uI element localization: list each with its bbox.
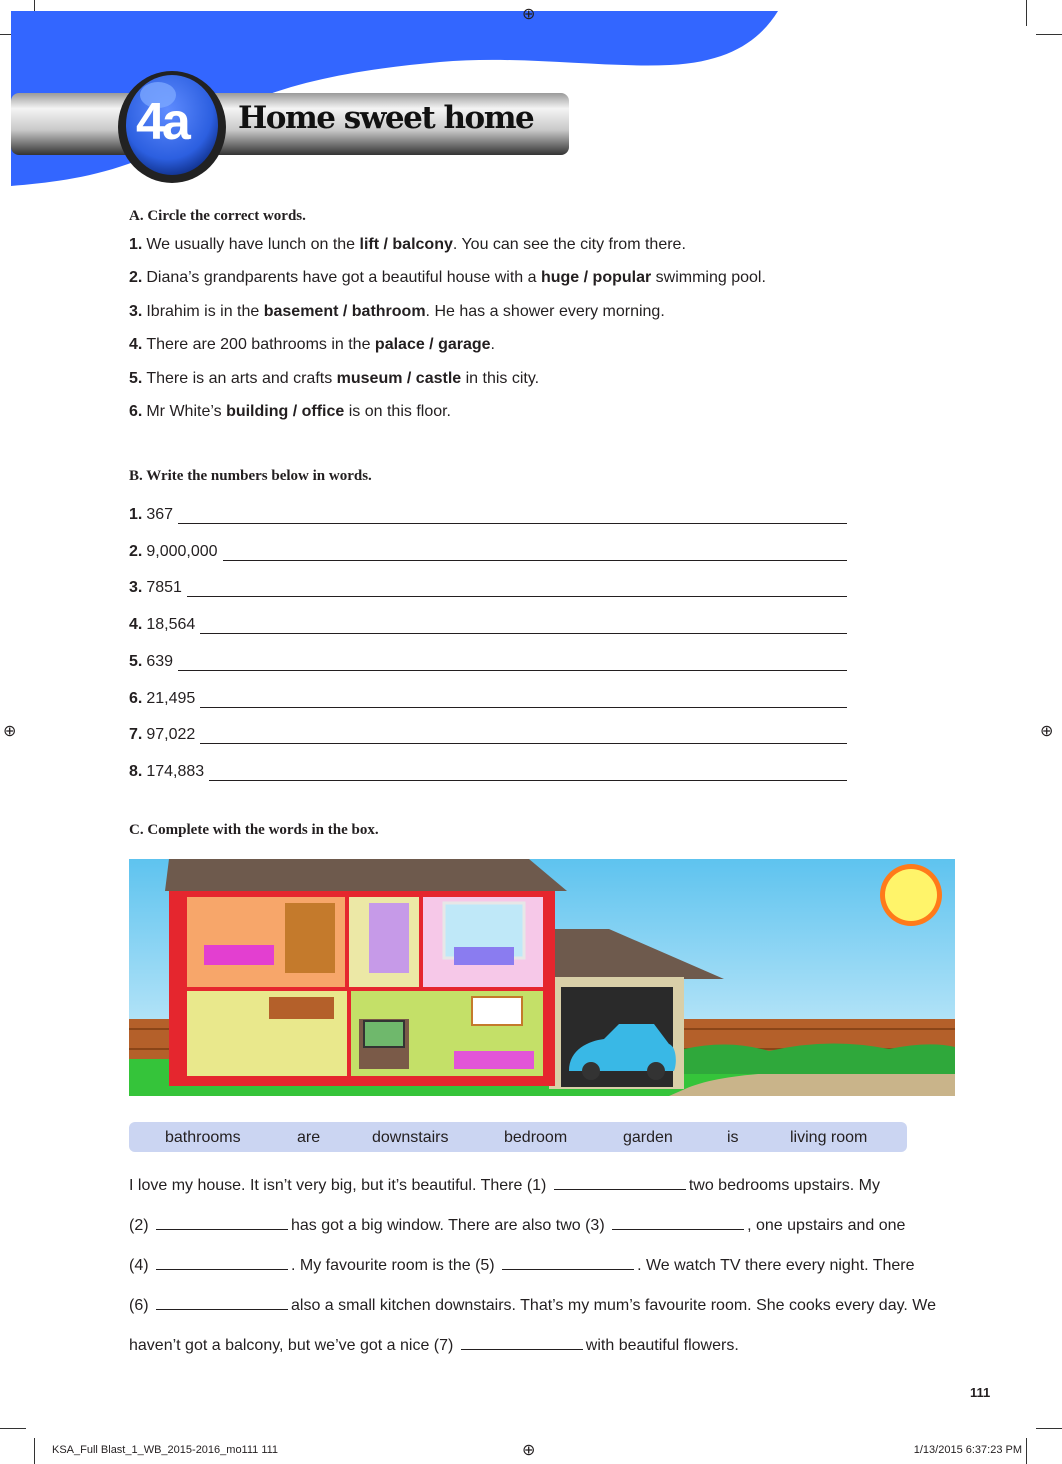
question-number: 6.: [129, 403, 143, 420]
page-number: 111: [970, 1385, 991, 1400]
paragraph-text: . My favourite room is the (5): [291, 1257, 500, 1274]
number-value: 97,022: [146, 726, 196, 744]
number-item: [129, 579, 847, 597]
paragraph-line: [129, 1257, 915, 1275]
paragraph-line: [129, 1177, 880, 1195]
house-illustration: [129, 859, 955, 1096]
number-value: 367: [146, 506, 174, 523]
item-number: 1.: [129, 506, 143, 523]
number-item: [129, 726, 847, 744]
question-text: swimming pool.: [651, 269, 766, 287]
word-option: downstairs: [372, 1129, 449, 1146]
section-a-heading: A. Circle the correct words.: [129, 208, 306, 224]
question-text: There is an arts and crafts: [146, 369, 337, 387]
section-c-heading: C. Complete with the words in the box.: [129, 822, 379, 838]
answer-line[interactable]: [223, 546, 847, 561]
word-option: bathrooms: [165, 1129, 241, 1146]
item-number: 2.: [129, 542, 143, 560]
number-value: 18,564: [146, 616, 196, 634]
word-option: living room: [790, 1129, 868, 1146]
number-value: 7851: [146, 579, 182, 597]
number-value: 21,495: [146, 689, 196, 707]
number-item: [129, 506, 847, 524]
paragraph-text: (4): [129, 1257, 153, 1274]
item-number: 8.: [129, 762, 143, 780]
page-title: Home sweet home: [238, 100, 534, 136]
answer-blank[interactable]: [502, 1257, 634, 1270]
word-option: bedroom: [504, 1129, 568, 1146]
question-text: Mr White’s: [146, 403, 227, 420]
question-text: . He has a shower every morning.: [425, 302, 665, 320]
crop-mark: [0, 1428, 26, 1429]
paragraph-text: has got a big window. There are also two (3): [291, 1217, 610, 1234]
item-number: 4.: [129, 616, 143, 634]
question-number: 3.: [129, 302, 143, 320]
number-value: 639: [146, 652, 174, 670]
paragraph-text: . We watch TV there every night. There: [637, 1257, 915, 1274]
crop-mark: [1036, 1428, 1062, 1429]
question-text: .: [490, 336, 495, 354]
number-value: 9,000,000: [146, 542, 218, 560]
sun-icon: [880, 864, 942, 926]
question-text: is on this floor.: [344, 403, 451, 420]
answer-line[interactable]: [178, 656, 847, 671]
question-number: 2.: [129, 269, 143, 287]
word-box: [129, 1122, 907, 1152]
answer-line[interactable]: [200, 729, 847, 744]
registration-mark-icon: ⊕: [3, 723, 17, 740]
paragraph-text: haven’t got a balcony, but we’ve got a nice (7): [129, 1337, 458, 1354]
question-number: 4.: [129, 336, 143, 354]
paragraph-line: [129, 1337, 739, 1355]
word-choice-options[interactable]: lift / balcony: [359, 236, 453, 253]
question-item: [129, 336, 495, 354]
crop-mark: [1026, 0, 1027, 26]
question-item: [129, 269, 766, 287]
paragraph-line: [129, 1217, 905, 1235]
item-number: 6.: [129, 689, 143, 707]
paragraph-text: (6): [129, 1297, 153, 1314]
paragraph-text: with beautiful flowers.: [585, 1337, 739, 1354]
word-choice-options[interactable]: palace / garage: [374, 336, 491, 354]
question-text: . You can see the city from there.: [452, 236, 686, 253]
word-choice-options[interactable]: huge / popular: [540, 269, 652, 287]
question-text: Ibrahim is in the: [146, 302, 264, 320]
paragraph-text: (2): [129, 1217, 153, 1234]
footer-timestamp: 1/13/2015 6:37:23 PM: [913, 1444, 1022, 1456]
question-text: Diana’s grandparents have got a beautiful house with a: [146, 269, 541, 287]
crop-mark: [1036, 34, 1062, 35]
answer-blank[interactable]: [461, 1337, 583, 1350]
item-number: 5.: [129, 652, 143, 670]
item-number: 3.: [129, 579, 143, 597]
word-option: are: [297, 1129, 321, 1146]
answer-line[interactable]: [187, 582, 847, 597]
paragraph-text: also a small kitchen downstairs. That’s my mum’s favourite room. She cooks every day. We: [291, 1297, 936, 1314]
number-item: [129, 653, 847, 671]
answer-blank[interactable]: [156, 1257, 288, 1270]
item-number: 7.: [129, 726, 143, 744]
answer-line[interactable]: [200, 619, 847, 634]
registration-mark-icon: ⊕: [1040, 723, 1054, 740]
word-option: is: [727, 1129, 739, 1146]
section-b-heading: B. Write the numbers below in words.: [129, 468, 372, 484]
number-item: [129, 543, 847, 561]
paragraph-text: , one upstairs and one: [747, 1217, 906, 1234]
question-text: in this city.: [461, 369, 540, 387]
question-number: 1.: [129, 236, 143, 253]
number-item: [129, 763, 847, 781]
registration-mark-icon: ⊕: [522, 6, 536, 23]
crop-mark: [1026, 1438, 1027, 1464]
unit-badge: 4a: [136, 93, 188, 151]
question-item: [129, 370, 539, 388]
question-item: [129, 303, 665, 321]
crop-mark: [34, 1438, 35, 1464]
word-choice-options[interactable]: basement / bathroom: [263, 302, 426, 320]
answer-line[interactable]: [209, 766, 847, 781]
word-choice-options[interactable]: building / office: [226, 403, 345, 420]
answer-blank[interactable]: [156, 1217, 288, 1230]
answer-line[interactable]: [200, 693, 847, 708]
footer-slug: KSA_Full Blast_1_WB_2015-2016_mo111 111: [52, 1444, 279, 1456]
question-number: 5.: [129, 369, 143, 387]
number-item: [129, 690, 847, 708]
question-item: [129, 236, 686, 254]
number-value: 174,883: [146, 762, 205, 780]
paragraph-text: I love my house. It isn’t very big, but it’s beautiful. There (1): [129, 1177, 551, 1194]
question-text: We usually have lunch on the: [146, 236, 360, 253]
paragraph-line: [129, 1297, 936, 1315]
answer-blank[interactable]: [612, 1217, 744, 1230]
answer-blank[interactable]: [554, 1177, 686, 1190]
question-text: There are 200 bathrooms in the: [146, 336, 375, 354]
number-item: [129, 616, 847, 634]
word-choice-options[interactable]: museum / castle: [336, 369, 462, 387]
paragraph-text: two bedrooms upstairs. My: [688, 1177, 881, 1194]
answer-blank[interactable]: [156, 1297, 288, 1310]
answer-line[interactable]: [178, 509, 847, 524]
word-option: garden: [623, 1129, 673, 1146]
registration-mark-icon: ⊕: [522, 1442, 536, 1459]
question-item: [129, 403, 451, 421]
